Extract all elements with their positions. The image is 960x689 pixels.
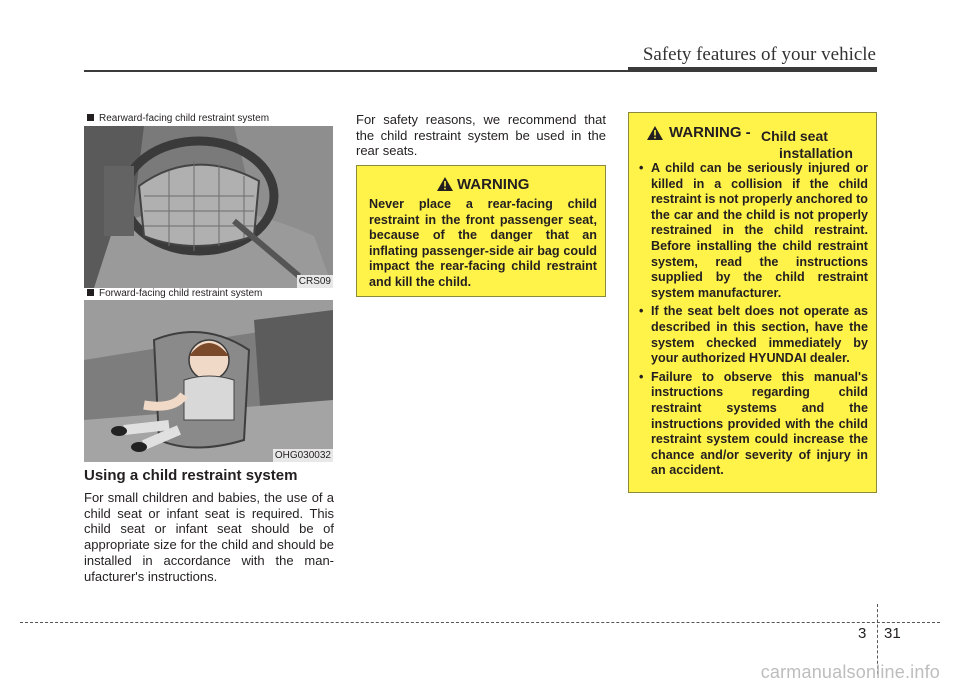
warning-list-item: • If the seat belt does not operate as described in this section, have the system checked immediately by your authorized HYUNDAI dealer. [637,304,868,366]
warning-triangle-icon [647,126,663,140]
warning-subtitle-line1: Child seat [761,128,828,144]
page-number: 31 [884,625,901,642]
figure-code-forward: OHG030032 [274,450,331,461]
warning-title: WARNING [456,176,530,193]
figure-caption-rear [84,113,269,124]
warning-box-front-seat [356,165,606,297]
warning-header [369,176,597,194]
section-title: Safety features of your vehicle [642,44,876,65]
warning-list-item: • A child can be seriously injured or killed in a collision if the child restraint is not properly anchored to the car and the child is not properly restrained in the child restraint. Before installing the child restraint system, read the instructions supplied by the child restraint system manufacturer. [637,161,868,301]
section-heading: Using a child restraint system [84,467,298,484]
figure-forward-facing-seat [84,300,333,462]
warning-list [637,161,868,479]
rear-facing-seat-illustration [84,126,333,288]
recommendation-paragraph: For safety reasons, we recommend that the child restraint system be used in the rear seats. [356,112,606,159]
figure-caption-rear-text: Rearward-facing child restraint system [99,113,270,124]
caption-bullet-icon [87,114,94,121]
footer-rule [20,622,940,623]
watermark: carmanualsonline.info [760,662,940,682]
warning-subtitle-line2: installation [779,145,853,161]
warning-text: Never place a rear-facing child restraint in the front passenger seat, because of the danger that an inflating passenger-side air bag could impact the rear-facing child restraint and kill the child. [369,197,597,289]
figure-code-rear: CRS09 [298,276,331,287]
figure-rear-facing-seat [84,126,333,288]
caption-bullet-icon [87,289,94,296]
warning-header [637,123,868,161]
warning-triangle-icon [437,177,453,191]
warning-title: WARNING - [669,124,751,141]
warning-box-installation [628,112,877,493]
figure-caption-forward [84,288,262,299]
warning-list-item: • Failure to observe this manual's instructions regarding child restraint systems and the instructions provided with the child restraint system could increase the chance and/or severity of injury in an accident. [637,370,868,479]
intro-paragraph: For small children and babies, the use of a child seat or infant seat is required. This child seat or infant seat should be of appropriate size for the child and should be installed in accordance with the man-ufacturer's instructions. [84,490,334,584]
header-rule-accent [628,67,877,72]
chapter-number: 3 [858,625,867,642]
figure-caption-forward-text: Forward-facing child restraint system [99,288,263,299]
forward-facing-seat-illustration [84,300,333,462]
